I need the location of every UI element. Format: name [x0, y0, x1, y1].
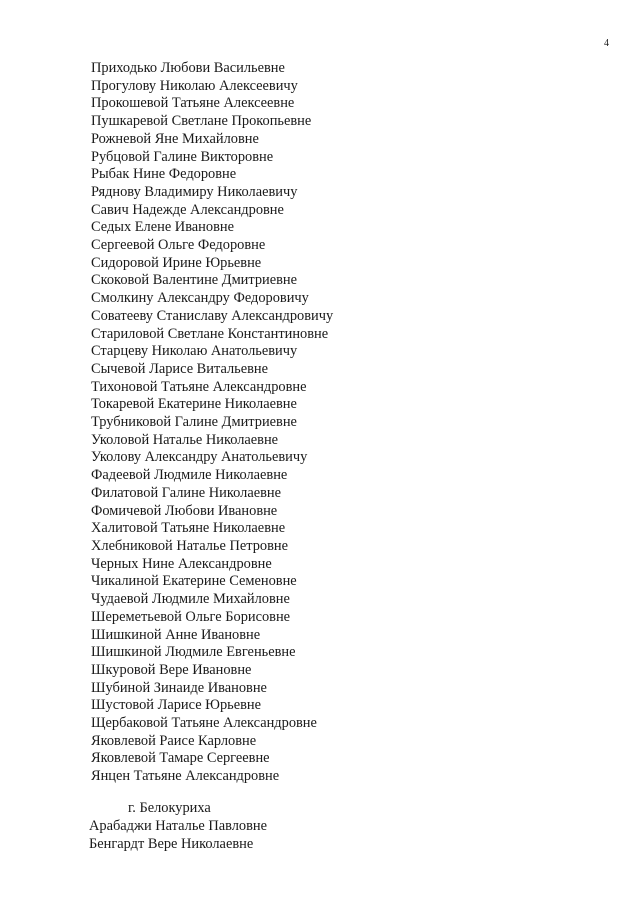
- list-item: Шереметьевой Ольге Борисовне: [91, 608, 291, 625]
- city-heading: г. Белокуриха: [128, 800, 211, 816]
- list-item: Фомичевой Любови Ивановне: [91, 502, 278, 519]
- list-item: Соватееву Станиславу Александровичу: [91, 307, 334, 324]
- list-item: Седых Елене Ивановне: [91, 219, 234, 236]
- list-item: Уколову Александру Анатольевичу: [91, 449, 308, 466]
- list-item: Приходько Любови Васильевне: [91, 60, 285, 76]
- list-item: Шустовой Ларисе Юрьевне: [91, 697, 261, 714]
- list-item: Сергеевой Ольге Федоровне: [91, 237, 266, 254]
- list-item: Рубцовой Галине Викторовне: [91, 148, 274, 165]
- list-item: Яковлевой Раисе Карловне: [91, 732, 257, 749]
- list-item: Токаревой Екатерине Николаевне: [91, 396, 297, 413]
- list-item: Шишкиной Анне Ивановне: [91, 626, 261, 643]
- list-item: Шубиной Зинаиде Ивановне: [91, 679, 267, 696]
- list-item: Трубниковой Галине Дмитриевне: [91, 414, 297, 431]
- list-item: Хлебниковой Наталье Петровне: [91, 537, 288, 554]
- city-recipient-list: [89, 818, 267, 853]
- list-item: Прогулову Николаю Алексеевичу: [91, 77, 298, 94]
- list-item: Тихоновой Татьяне Александровне: [91, 378, 307, 395]
- list-item: Шишкиной Людмиле Евгеньевне: [91, 644, 296, 661]
- list-item: Стариловой Светлане Константиновне: [91, 325, 329, 342]
- list-item: Чикалиной Екатерине Семеновне: [91, 573, 297, 590]
- list-item: Ряднову Владимиру Николаевичу: [91, 183, 298, 200]
- list-item: Старцеву Николаю Анатольевичу: [91, 343, 298, 360]
- list-item: Рожневой Яне Михайловне: [91, 130, 259, 147]
- recipient-list: [91, 60, 333, 786]
- list-item: Сычевой Ларисе Витальевне: [91, 360, 268, 377]
- list-item: Фадеевой Людмиле Николаевне: [91, 467, 288, 484]
- list-item: Черных Нине Александровне: [91, 555, 272, 572]
- list-item: Яковлевой Тамаре Сергеевне: [91, 750, 270, 767]
- list-item: Янцен Татьяне Александровне: [91, 768, 280, 785]
- list-item: Скоковой Валентине Дмитриевне: [91, 272, 298, 289]
- list-item: Бенгардт Вере Николаевне: [89, 835, 254, 852]
- list-item: Арабаджи Наталье Павловне: [89, 818, 268, 834]
- list-item: Савич Надежде Александровне: [91, 201, 284, 218]
- list-item: Чудаевой Людмиле Михайловне: [91, 591, 290, 608]
- list-item: Пушкаревой Светлане Прокопьевне: [91, 113, 312, 130]
- list-item: Халитовой Татьяне Николаевне: [91, 520, 286, 537]
- list-item: Рыбак Нине Федоровне: [91, 166, 237, 183]
- list-item: Смолкину Александру Федоровичу: [91, 290, 309, 307]
- list-item: Уколовой Наталье Николаевне: [91, 431, 279, 448]
- page-number: 4: [604, 38, 609, 49]
- list-item: Сидоровой Ирине Юрьевне: [91, 254, 262, 271]
- list-item: Прокошевой Татьяне Алексеевне: [91, 95, 295, 112]
- list-item: Филатовой Галине Николаевне: [91, 484, 281, 501]
- list-item: Шкуровой Вере Ивановне: [91, 661, 252, 678]
- list-item: Щербаковой Татьяне Александровне: [91, 715, 317, 732]
